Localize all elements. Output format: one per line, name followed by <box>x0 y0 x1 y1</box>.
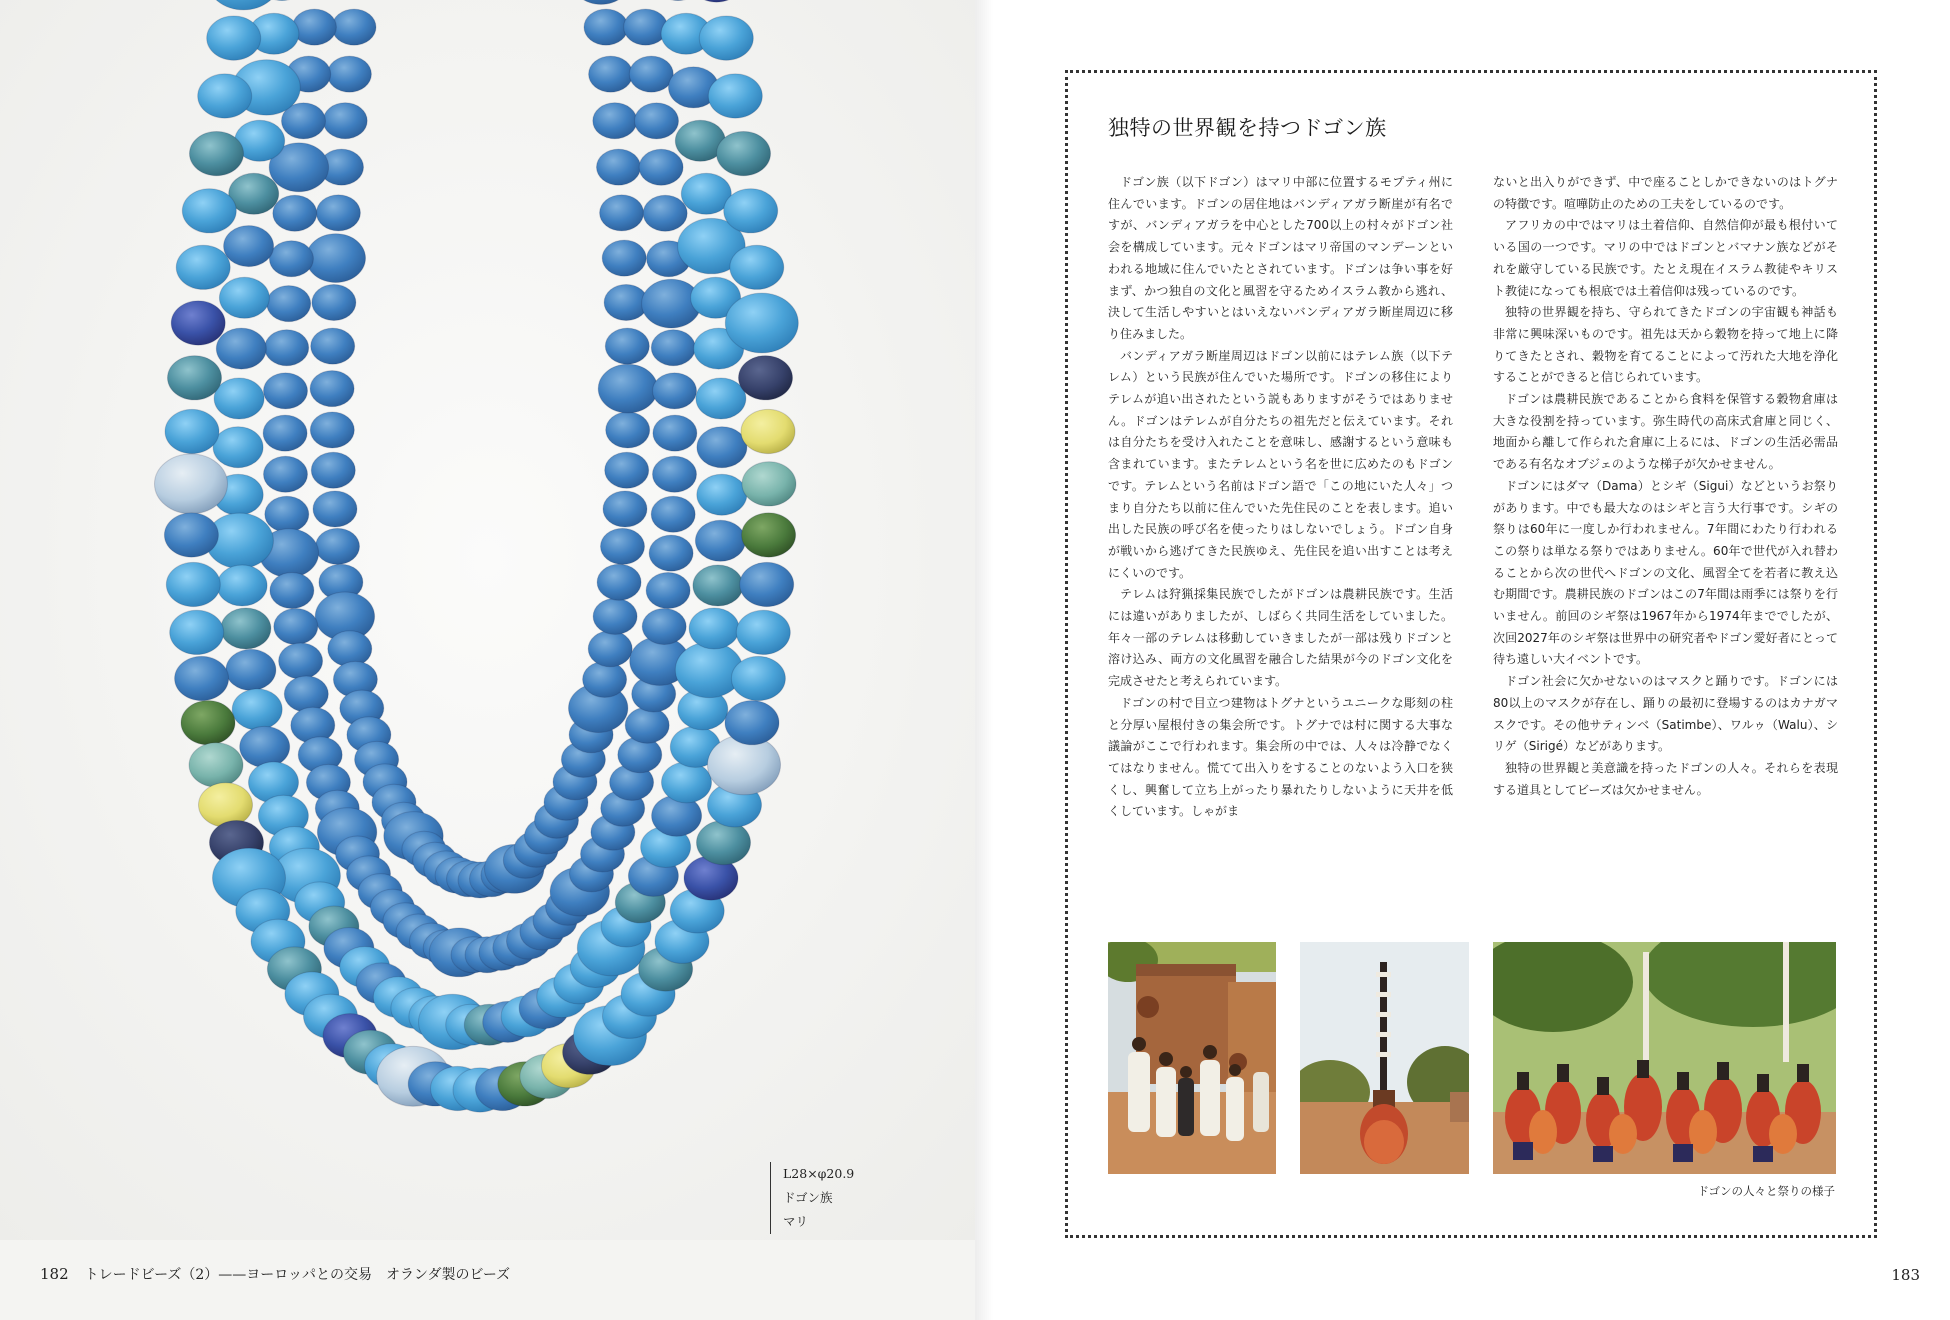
bead <box>625 707 669 743</box>
bead <box>332 9 376 45</box>
bead <box>224 226 274 267</box>
bead <box>653 456 697 492</box>
paragraph: バンディアガラ断崖周辺はドゴン以前にはテレム族（以下テレム）という民族が住んでいた場所です。ドゴンの移住によりテレムが追い出されたという説もありますがそうではありません。ドゴンはテレムが自分たちの祖先だと伝えています。それは自分たちを受け入れたことを意味し、感謝するという意味も含まれています。またテレムという名を世に広めたのもドゴンです。テレムという名前はドゴン語で「この地にいた人々」つまり自分たち以前に住んでいた先住民のことを表します。追い出した民族の呼び名を使ったりはしないでしょう。ドゴン自身が戦いから逃げてきた民族ゆえ、先住民を追い出すことは考えにくいのです。 <box>1108 348 1453 580</box>
bead <box>310 412 354 448</box>
bead <box>171 301 225 345</box>
bead <box>264 373 308 409</box>
bead <box>653 373 697 409</box>
bead <box>593 103 637 139</box>
bead <box>219 277 269 318</box>
bead <box>265 330 309 366</box>
bead <box>601 528 645 564</box>
bead <box>724 189 778 233</box>
bead <box>597 564 641 600</box>
bead <box>310 371 354 407</box>
bead <box>155 454 228 514</box>
bead-size: L28×φ20.9 <box>783 1166 855 1181</box>
bead <box>736 610 790 654</box>
paragraph: ドゴン族（以下ドゴン）はマリ中部に位置するモプティ州に住んでいます。ドゴンの居住地はバンディアガラ断崖が有名ですが、バンディアガラを中心とした700以上の村々がドゴン社会を構成しています。元々ドゴンはマリ帝国のマンデーンといわれる地域に住んでいたとされています。ドゴンは争い事を好まず、かつ独自の文化と風習を守るためイスラム教から逃れ、決して生活しやすいとはいえないバンディアガラ断崖周辺に移り住みました。 <box>1108 175 1453 341</box>
bead <box>602 240 646 276</box>
photo-caption: ドゴンの人々と祭りの様子 <box>1697 1184 1835 1198</box>
paragraph: ないと出入りができず、中で座ることしかできないのはトグナの特徴です。喧嘩防止のための工夫をしているのです。 <box>1493 175 1838 211</box>
bead <box>311 452 355 488</box>
bead <box>279 643 323 679</box>
bead <box>216 328 266 369</box>
bead <box>232 689 282 730</box>
bead <box>166 562 220 606</box>
bead <box>662 762 712 803</box>
bead <box>629 56 673 92</box>
bead <box>583 661 627 697</box>
bead <box>292 9 336 45</box>
bead <box>182 189 236 233</box>
bead-country: マリ <box>783 1214 809 1229</box>
bead <box>189 743 243 787</box>
beaded-necklace-photo <box>0 0 975 1240</box>
bead <box>273 195 317 231</box>
bead <box>730 245 784 289</box>
bead <box>181 701 235 745</box>
bead <box>740 562 794 606</box>
bead <box>593 598 637 634</box>
bead <box>651 496 695 532</box>
masked-dancer-photo <box>1300 942 1469 1174</box>
bead <box>327 56 371 92</box>
bead <box>605 328 649 364</box>
bead <box>653 415 697 451</box>
bead <box>312 285 356 321</box>
bead <box>199 783 253 827</box>
text-column-2 <box>1493 172 1838 801</box>
bead <box>168 356 222 400</box>
bead-caption <box>770 1162 923 1234</box>
bead <box>165 409 219 453</box>
bead <box>642 609 686 645</box>
bead <box>270 573 314 609</box>
bead <box>635 103 679 139</box>
paragraph: ドゴン社会に欠かせないのはマスクと踊りです。ドゴンには80以上のマスクが存在し、踊りの最初に登場するのはカナガマスクです。その他サティンベ（Satimbe）、ワルゥ（Walu）、シリゲ（Sirigé）などがあります。 <box>1493 674 1838 754</box>
bead <box>639 149 683 185</box>
bead <box>328 631 372 667</box>
bead <box>697 427 747 468</box>
paragraph: テレムは狩猟採集民族でしたがドゴンは農耕民族です。生活には違いがありましたが、しばらく共同生活をしていました。年々一部のテレムは移動していきましたが一部は残りドゴンと溶け込み、両方の文化風習を融合した結果が今のドゴン文化を完成させたと考えられています。 <box>1108 587 1453 689</box>
bead <box>267 286 311 322</box>
bead <box>741 409 795 453</box>
bead-tribe: ドゴン族 <box>783 1190 833 1205</box>
bead <box>213 427 263 468</box>
bead <box>643 195 687 231</box>
bead <box>164 513 218 557</box>
bead <box>306 234 365 283</box>
bead <box>584 9 628 45</box>
text-column-1 <box>1108 172 1453 823</box>
village-people-photo <box>1108 942 1276 1174</box>
bead <box>697 474 747 515</box>
paragraph: ドゴンは農耕民族であることから食料を保管する穀物倉庫は大きな役割を持っています。弥生時代の高床式倉庫と同じく、地面から離して作られた倉庫に上るには、ドゴンの生活必需品である有名なオブジェのような梯子が欠かせません。 <box>1493 392 1838 472</box>
bead <box>675 642 743 697</box>
bead <box>198 74 252 118</box>
bead <box>605 452 649 488</box>
bead <box>207 16 261 60</box>
bead <box>323 103 367 139</box>
bead <box>697 821 751 865</box>
bead <box>316 528 360 564</box>
left-folio <box>40 1264 510 1284</box>
bead <box>217 565 267 606</box>
bead <box>717 132 771 176</box>
bead <box>649 535 693 571</box>
bead <box>597 149 641 185</box>
bead <box>313 491 357 527</box>
bead <box>606 412 650 448</box>
bead <box>696 378 746 419</box>
bead <box>624 9 668 45</box>
right-page-number: 183 <box>1891 1266 1920 1284</box>
bead <box>693 565 743 606</box>
bead <box>708 74 762 118</box>
bead <box>176 245 230 289</box>
left-page-number: 182 <box>40 1265 69 1283</box>
bead <box>264 456 308 492</box>
bead <box>742 462 796 506</box>
bead <box>311 328 355 364</box>
bead <box>689 608 739 649</box>
bead <box>221 608 271 649</box>
bead <box>725 293 798 353</box>
paragraph: アフリカの中ではマリは土着信仰、自然信仰が最も根付いている国の一つです。マリの中ではドゴンとバマナン族などがそれを厳守している民族です。たとえ現在イスラム教徒やキリスト教徒になっても根底では土着信仰は残っているのです。 <box>1493 218 1838 298</box>
gutter-shadow <box>975 0 993 1320</box>
bead <box>699 16 753 60</box>
bead <box>175 656 229 700</box>
bead <box>263 415 307 451</box>
bead <box>170 610 224 654</box>
paragraph: ドゴンにはダマ（Dama）とシギ（Sigui）などというお祭りがあります。中でも最大なのはシギと言う大行事です。シギの祭りは60年に一度しか行われません。7年間にわたり行われるこの祭りは単なる祭りではありません。60年で世代が入れ替わることから次の世代へドゴンの文化、風習全てを若者に教え込む期間です。農耕民族のドゴンはこの7年間は雨季には祭りを行いません。前回のシギ祭は1967年から1974年まででしたが、次回2027年のシギ祭は世界中の研究者やドゴン愛好者にとって待ち遠しい大イベントです。 <box>1493 478 1838 667</box>
bead <box>600 195 644 231</box>
bead <box>731 656 785 700</box>
bead <box>240 726 290 767</box>
bead <box>646 573 690 609</box>
bead <box>651 330 695 366</box>
paragraph: 独特の世界観と美意識を持ったドゴンの人々。それらを表現する道具としてビーズは欠かせません。 <box>1493 760 1838 797</box>
bead <box>316 195 360 231</box>
bead <box>269 241 313 277</box>
bead <box>589 56 633 92</box>
bead <box>588 631 632 667</box>
bead <box>695 520 745 561</box>
bead <box>190 132 244 176</box>
bead <box>265 496 309 532</box>
bead <box>284 676 328 712</box>
bead <box>226 649 276 690</box>
bead <box>742 513 796 557</box>
paragraph: 独特の世界観を持ち、守られてきたドゴンの宇宙観も神話も非常に興味深いものです。祖先は天から穀物を持って地上に降りてきたとされ、穀物を育てることによって汚れた大地を浄化することができると信じられています。 <box>1493 305 1838 385</box>
article-title: 独特の世界観を持つドゴン族 <box>1108 116 1387 140</box>
bead <box>214 378 264 419</box>
bead <box>739 356 793 400</box>
bead <box>603 491 647 527</box>
paragraph: ドゴンの村で目立つ建物はトグナというユニークな彫刻の柱と分厚い屋根付きの集会所です。トグナでは村に関する大事な議論がここで行われます。集会所の中では、人々は冷静でなくてはなりません。慌てて出入りをすることのないよう入口を狭くし、興奮して立ち上がったり暴れたりしないように天井を低くしています。しゃがま <box>1108 695 1453 819</box>
bead <box>598 364 657 413</box>
bead <box>725 701 779 745</box>
running-head: トレードビーズ（2）——ヨーロッパとの交易 オランダ製のビーズ <box>84 1267 511 1283</box>
mask-dance-festival-photo <box>1493 942 1836 1174</box>
bead <box>274 609 318 645</box>
